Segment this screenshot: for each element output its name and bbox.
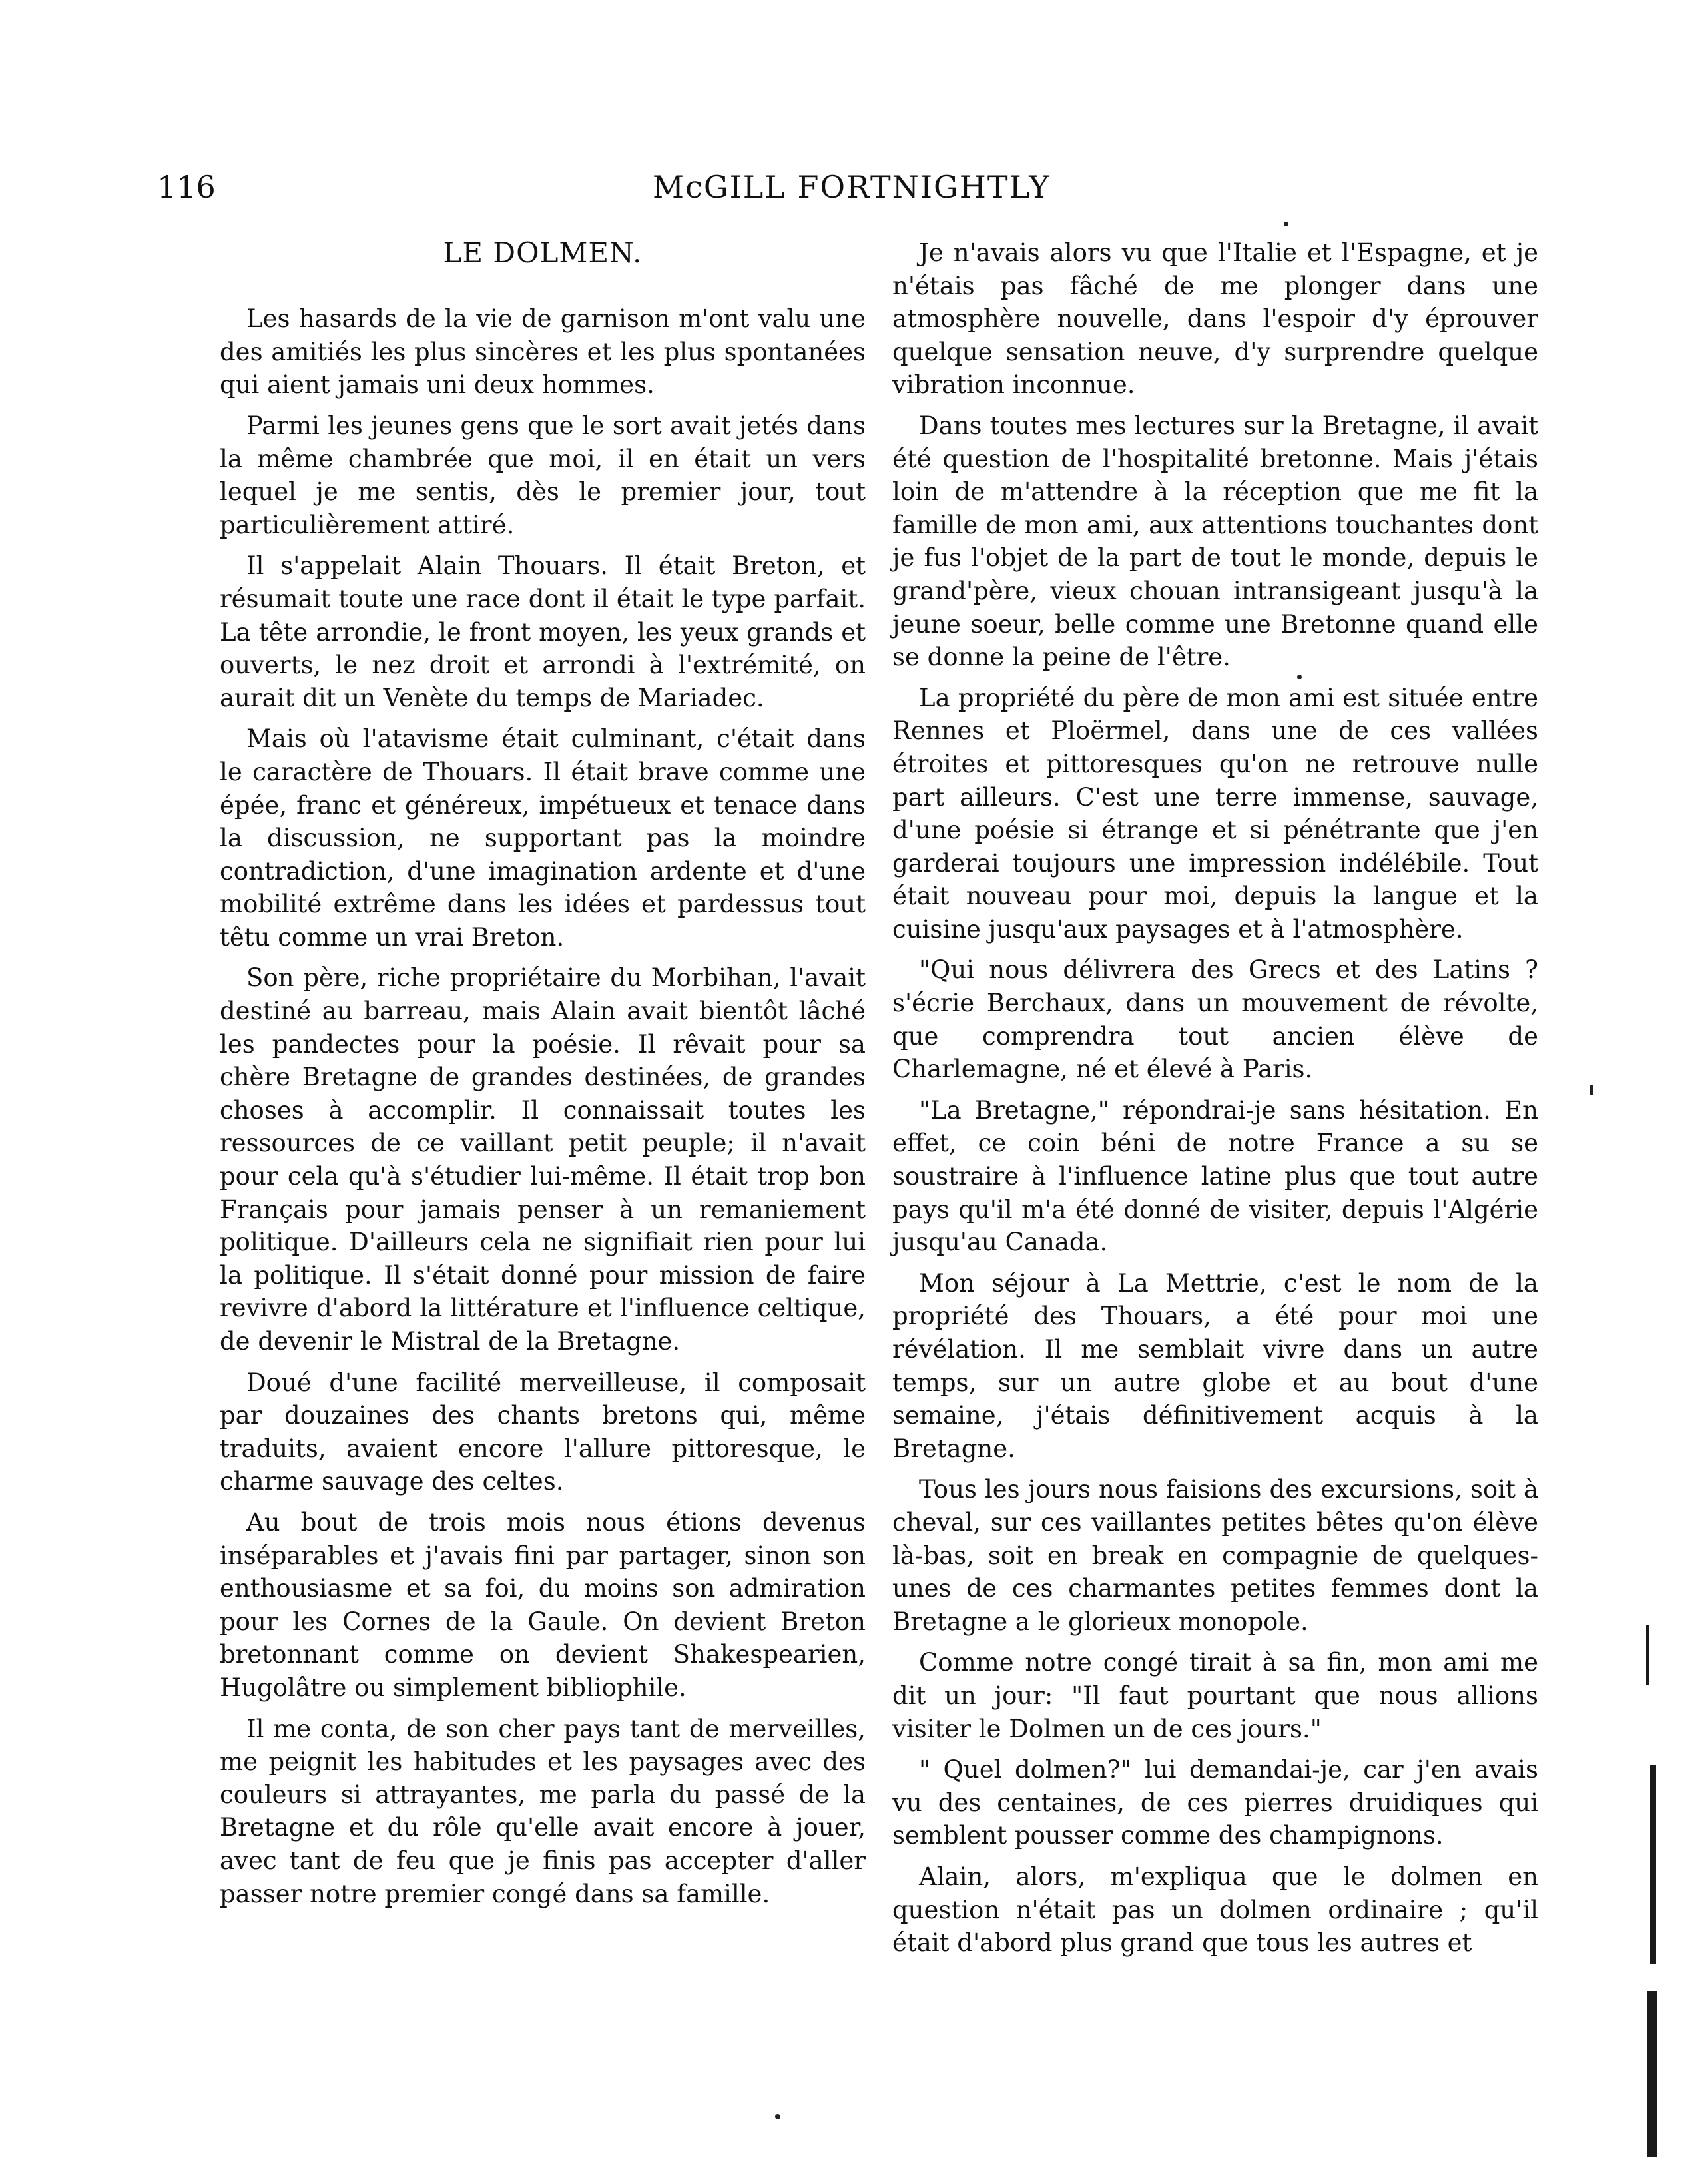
paragraph: Il me conta, de son cher pays tant de merveilles, me peignit les habitudes et les paysages avec des couleurs si attrayantes, me parla du passé de la Bretagne et du rôle qu'elle avait encore à jouer, avec tant de feu que je finis pas accepter d'aller passer notre premier congé dans sa famille.: [220, 1714, 866, 1908]
paragraph: Au bout de trois mois nous étions devenus inséparables et j'avais fini par partager, sinon son enthousiasme et sa foi, du moins son admiration pour les Cornes de la Gaule. On devient Breton bretonnant comme on devient Shakespearien, Hugolâtre ou simplement bibliophile.: [220, 1507, 866, 1702]
scan-margin-edge: [1646, 1625, 1649, 1685]
paragraph: Comme notre congé tirait à sa fin, mon ami me dit un jour: "Il faut pourtant que nous allions visiter le Dolmen un de ces jours.": [892, 1648, 1538, 1743]
paragraph: Mon séjour à La Mettrie, c'est le nom de la propriété des Thouars, a été pour moi une révélation. Il me semblait vivre dans un autre temps, sur un autre globe et au bout d'une semaine, j'étais définitivement acquis à la Bretagne.: [892, 1268, 1538, 1463]
right-column: [892, 236, 1538, 1968]
running-head: McGILL FORTNIGHTLY: [653, 169, 1051, 205]
paragraph: Doué d'une facilité merveilleuse, il composait par douzaines des chants bretons qui, même traduits, avaient encore l'allure pittoresque, le charme sauvage des celtes.: [220, 1368, 866, 1496]
scan-speck: [775, 2114, 780, 2119]
paragraph: Il s'appelait Alain Thouars. Il était Breton, et résumait toute une race dont il était le type parfait. La tête arrondie, le front moyen, les yeux grands et ouverts, le nez droit et arrondi à l'extrémité, on aurait dit un Venète du temps de Mariadec.: [220, 551, 866, 712]
left-column: [220, 236, 866, 1918]
paragraph: " Quel dolmen?" lui demandai-je, car j'en avais vu des centaines, de ces pierres druidiques qui semblent pousser comme des champignons.: [892, 1755, 1538, 1850]
paragraph: Tous les jours nous faisions des excursions, soit à cheval, sur ces vaillantes petites bêtes qu'on élève là-bas, soit en break en compagnie de quelques-unes de ces charmantes petites femmes dont la Bretagne a le glorieux monopole.: [892, 1475, 1538, 1636]
paragraph: Alain, alors, m'expliqua que le dolmen en question n'était pas un dolmen ordinaire ; qu'il était d'abord plus grand que tous les autres et: [892, 1862, 1538, 1958]
scan-margin-edge: [1647, 1991, 1657, 2157]
paragraph: Son père, riche propriétaire du Morbihan, l'avait destiné au barreau, mais Alain avait bientôt lâché les pandectes pour la poésie. Il rêvait pour sa chère Bretagne de grandes destinées, de grandes choses à accomplir. Il connaissait toutes les ressources de ce vaillant petit peuple; il n'avait pour cela qu'à s'étudier lui-même. Il était trop bon Français pour jamais penser à un remaniement politique. D'ailleurs cela ne signifiait rien pour lui la politique. Il s'était donné pour mission de faire revivre d'abord la littérature et l'influence celtique, de devenir le Mistral de la Bretagne.: [220, 963, 866, 1356]
scan-speck: [1297, 675, 1302, 679]
paragraph: Les hasards de la vie de garnison m'ont valu une des amitiés les plus sincères et les plus spontanées qui aient jamais uni deux hommes.: [220, 304, 866, 400]
paragraph: Dans toutes mes lectures sur la Bretagne, il avait été question de l'hospitalité bretonne. Mais j'étais loin de m'attendre à la réception que me fit la famille de mon ami, aux attentions touchantes dont je fus l'objet de la part de tout le monde, depuis le grand'père, vieux chouan intransigeant jusqu'à la jeune soeur, belle comme une Bretonne quand elle se donne la peine de l'être.: [892, 411, 1538, 672]
paragraph: Mais où l'atavisme était culminant, c'était dans le caractère de Thouars. Il était brave comme une épée, franc et généreux, impétueux et tenace dans la discussion, ne supportant pas la moindre contradiction, d'une imagination ardente et d'une mobilité extrême dans les idées et pardessus tout têtu comme un vrai Breton.: [220, 724, 866, 952]
paragraph: "Qui nous délivrera des Grecs et des Latins ? s'écrie Berchaux, dans un mouvement de révolte, que comprendra tout ancien élève de Charlemagne, né et élevé à Paris.: [892, 956, 1538, 1084]
paragraph: Je n'avais alors vu que l'Italie et l'Espagne, et je n'étais pas fâché de me plonger dans une atmosphère nouvelle, dans l'espoir d'y éprouver quelque sensation neuve, d'y surprendre quelque vibration inconnue.: [892, 238, 1538, 400]
paragraph: "La Bretagne," répondrai-je sans hésitation. En effet, ce coin béni de notre France a su se soustraire à l'influence latine plus que tout autre pays qu'il m'a été donné de visiter, depuis l'Algérie jusqu'au Canada.: [892, 1095, 1538, 1257]
paragraph: La propriété du père de mon ami est située entre Rennes et Ploërmel, dans une de ces vallées étroites et pittoresques qu'on ne retrouve nulle part ailleurs. C'est une terre immense, sauvage, d'une poésie si étrange et si pénétrante que j'en garderai toujours une impression indélébile. Tout était nouveau pour moi, depuis la langue et la cuisine jusqu'aux paysages et à l'atmosphère.: [892, 683, 1538, 944]
article-title: LE DOLMEN.: [443, 236, 643, 269]
scan-speck: [1284, 222, 1288, 226]
paragraph: Parmi les jeunes gens que le sort avait jetés dans la même chambrée que moi, il en était un vers lequel je me sentis, dès le premier jour, tout particulièrement attiré.: [220, 411, 866, 539]
scan-speck: [1590, 1085, 1593, 1095]
scan-margin-edge: [1650, 1765, 1656, 1964]
page-number: 116: [157, 169, 216, 205]
